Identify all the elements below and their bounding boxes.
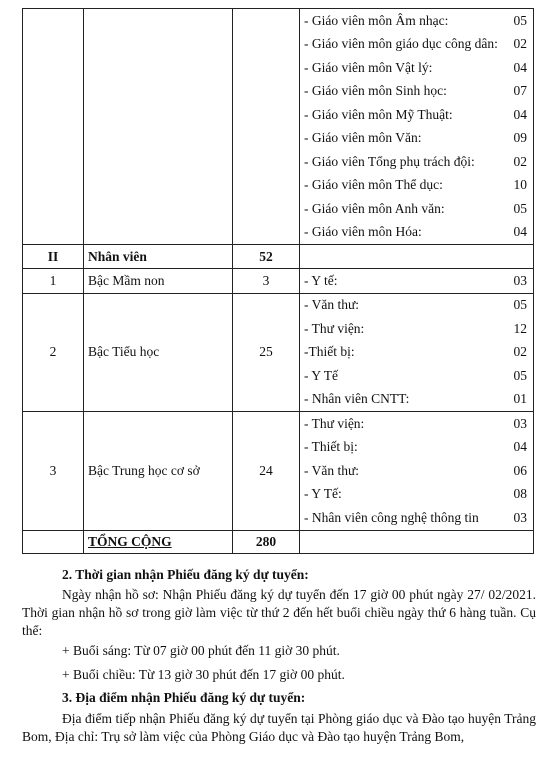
row-number: 3 [23,412,84,531]
afternoon-hours: + Buổi chiều: Từ 13 giờ 30 phút đến 17 giờ 00 phút. [62,667,345,682]
list-item [300,412,533,436]
list-item [300,459,533,483]
item-quantity: 05 [513,367,527,383]
list-item [300,364,533,388]
section-2-body: Ngày nhận hồ sơ: Nhận Phiếu đăng ký dự tuyển đến 17 giờ 00 phút ngày 27/ 02/2021. Thời gian nhận hồ sơ trong giờ làm việc từ thứ 2 đến hết buổi chiều ngày thứ 6 hàng tuần. Cụ thể: [22,587,536,638]
item-label: - Y tế: [304,272,338,288]
list-item [300,197,533,221]
total-label: TỔNG CỘNG [84,530,233,553]
list-item [300,506,533,530]
item-label: - Giáo viên môn Vật lý: [304,59,433,75]
item-label: - Giáo viên môn Thể dục: [304,177,443,193]
item-label: - Nhân viên CNTT: [304,391,410,407]
list-item [300,436,533,460]
item-quantity: 04 [513,106,527,122]
row-name: Bậc Trung học cơ sở [84,412,233,531]
list-item [300,174,533,198]
list-item [300,33,533,57]
item-label: - Y Tế: [304,486,342,502]
list-item [300,317,533,341]
section-name: Nhân viên [84,245,233,269]
item-quantity: 03 [513,415,527,431]
list-item [300,9,533,33]
section-number: II [23,245,84,269]
list-item [300,269,533,293]
list-item [300,150,533,174]
row-number: 1 [23,269,84,294]
list-item [300,483,533,507]
list-item [300,127,533,151]
item-label: - Giáo viên môn Anh văn: [304,200,445,216]
list-item [300,103,533,127]
item-quantity: 04 [513,224,527,240]
item-label: - Thư viện: [304,320,365,336]
item-quantity: 02 [513,344,527,360]
table-row [23,293,534,412]
row-name: Bậc Mầm non [84,269,233,294]
list-item [300,56,533,80]
item-quantity: 07 [513,83,527,99]
item-label: -Thiết bị: [304,344,355,360]
table-row [23,245,534,269]
item-label: - Giáo viên môn giáo dục công dân: [304,36,498,52]
item-label: - Thư viện: [304,415,365,431]
item-label: - Giáo viên môn Sinh học: [304,83,447,99]
row-name: Bậc Tiểu học [84,293,233,412]
item-quantity: 05 [513,12,527,28]
item-quantity: 04 [513,59,527,75]
section-3-heading: 3. Địa điểm nhận Phiếu đăng ký dự tuyển: [62,690,306,705]
item-label: - Giáo viên môn Hóa: [304,224,422,240]
list-item [300,341,533,365]
item-list [300,412,533,530]
table-row [23,412,534,531]
row-total: 24 [233,412,300,531]
section-3-body: Địa điểm tiếp nhận Phiếu đăng ký dự tuyển tại Phòng giáo dục và Đào tạo huyện Trảng Bom, Địa chỉ: Trụ sở làm việc của Phòng Giáo dục và Đào tạo huyện Trảng Bom, [22,711,536,744]
item-label: - Văn thư: [304,462,360,478]
item-quantity: 05 [513,200,527,216]
item-quantity: 06 [513,462,527,478]
item-label: - Giáo viên môn Mỹ Thuật: [304,106,453,122]
item-label: - Thiết bị: [304,439,358,455]
item-quantity: 08 [513,486,527,502]
item-list [300,294,533,412]
item-label: - Giáo viên môn Văn: [304,130,422,146]
item-quantity: 03 [513,272,527,288]
item-quantity: 03 [513,509,527,525]
item-label: - Văn thư: [304,297,360,313]
row-total: 25 [233,293,300,412]
item-quantity: 09 [513,130,527,146]
morning-hours: + Buổi sáng: Từ 07 giờ 00 phút đến 11 giờ 30 phút. [62,643,340,658]
item-list [300,9,533,244]
item-quantity: 10 [513,177,527,193]
section-total: 52 [233,245,300,269]
staff-table [22,8,534,554]
item-list [300,269,533,293]
total-row [23,530,534,553]
item-quantity: 01 [513,391,527,407]
item-quantity: 12 [513,320,527,336]
item-quantity: 05 [513,297,527,313]
list-item [300,221,533,245]
row-total: 3 [233,269,300,294]
table-row [23,269,534,294]
item-label: - Y Tế [304,367,338,383]
list-item [300,80,533,104]
item-quantity: 02 [513,36,527,52]
list-item [300,388,533,412]
section-2-heading: 2. Thời gian nhận Phiếu đăng ký dự tuyển: [62,567,309,582]
item-label: - Giáo viên môn Âm nhạc: [304,12,449,28]
item-label: - Nhân viên công nghệ thông tin [304,509,479,525]
list-item [300,294,533,318]
item-quantity: 02 [513,153,527,169]
total-value: 280 [233,530,300,553]
item-label: - Giáo viên Tổng phụ trách đội: [304,153,475,169]
table-row [23,9,534,245]
item-quantity: 04 [513,439,527,455]
row-number: 2 [23,293,84,412]
